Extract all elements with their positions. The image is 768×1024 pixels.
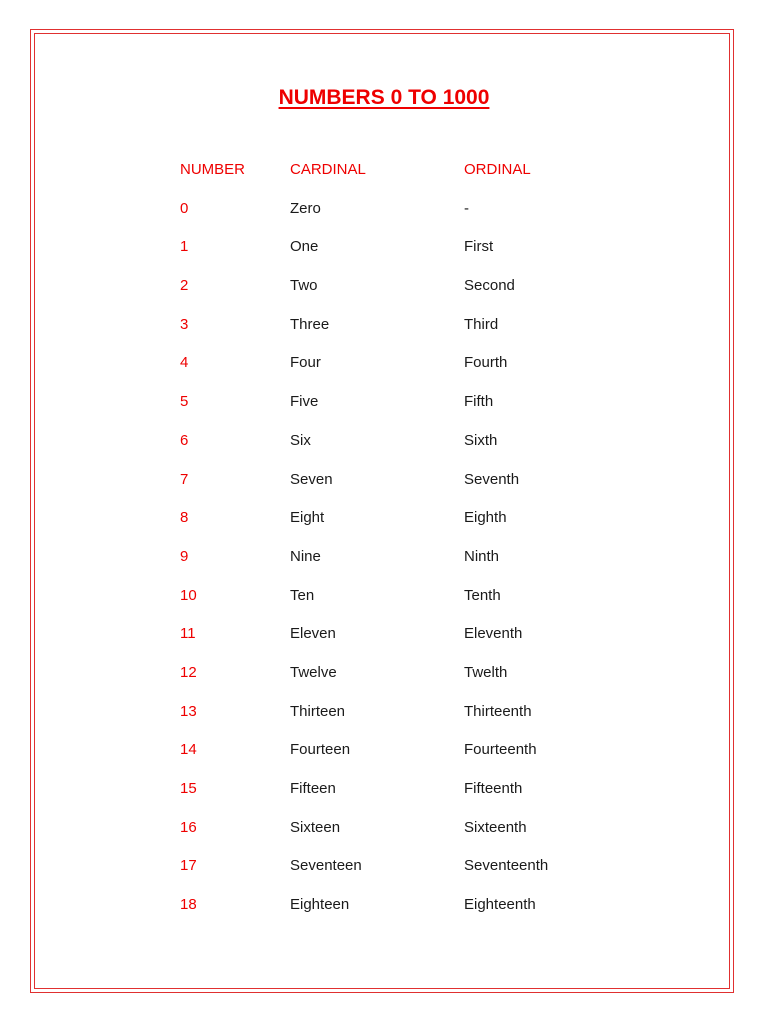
header-ordinal: ORDINAL xyxy=(464,161,531,178)
table-row xyxy=(180,353,620,392)
cardinal-cell: Eleven xyxy=(290,625,336,643)
ordinal-cell: Tenth xyxy=(464,586,501,604)
number-cell: 18 xyxy=(180,896,197,914)
cardinal-cell: Five xyxy=(290,393,319,411)
cardinal-cell: Three xyxy=(290,315,330,333)
number-cell: 3 xyxy=(180,315,189,333)
number-cell: 12 xyxy=(180,663,197,681)
number-cell: 13 xyxy=(180,702,197,720)
number-cell: 16 xyxy=(180,818,197,836)
ordinal-cell: Fourth xyxy=(464,354,508,372)
ordinal-cell: Fifth xyxy=(464,393,494,411)
number-cell: 9 xyxy=(180,547,189,565)
table-row xyxy=(180,895,620,934)
table-row xyxy=(180,624,620,663)
header-cardinal: CARDINAL xyxy=(290,161,366,178)
ordinal-cell: Twelth xyxy=(464,663,508,681)
ordinal-cell: Eighth xyxy=(464,509,507,527)
cardinal-cell: Fourteen xyxy=(290,741,351,759)
table-body xyxy=(180,199,620,934)
number-cell: 7 xyxy=(180,470,189,488)
ordinal-cell: - xyxy=(464,199,469,217)
ordinal-cell: Fourteenth xyxy=(464,741,537,759)
table-row xyxy=(180,818,620,857)
table-row xyxy=(180,586,620,625)
table-row xyxy=(180,237,620,276)
ordinal-cell: Sixth xyxy=(464,431,498,449)
number-cell: 8 xyxy=(180,509,189,527)
ordinal-cell: Seventeenth xyxy=(464,857,549,875)
number-cell: 14 xyxy=(180,741,197,759)
cardinal-cell: Sixteen xyxy=(290,818,341,836)
table-row xyxy=(180,856,620,895)
number-cell: 0 xyxy=(180,199,189,217)
cardinal-cell: Seventeen xyxy=(290,857,362,875)
cardinal-cell: Fifteen xyxy=(290,780,336,797)
cardinal-cell: Six xyxy=(290,431,311,449)
cardinal-cell: Four xyxy=(290,354,321,372)
table-row xyxy=(180,702,620,741)
number-cell: 10 xyxy=(180,586,197,604)
table-row xyxy=(180,740,620,779)
cardinal-cell: Eighteen xyxy=(290,896,350,914)
cardinal-cell: One xyxy=(290,238,319,256)
cardinal-cell: Twelve xyxy=(290,663,337,681)
ordinal-cell: Eighteenth xyxy=(464,896,536,914)
number-cell: 6 xyxy=(180,431,189,449)
cardinal-cell: Nine xyxy=(290,547,321,565)
ordinal-cell: Third xyxy=(464,315,499,333)
page-title: NUMBERS 0 TO 1000 xyxy=(278,86,490,109)
numbers-table xyxy=(180,160,620,934)
table-row xyxy=(180,199,620,238)
table-row xyxy=(180,315,620,354)
ordinal-cell: Fifteenth xyxy=(464,780,523,797)
number-cell: 2 xyxy=(180,277,189,295)
header-number: NUMBER xyxy=(180,161,246,178)
number-cell: 1 xyxy=(180,238,189,256)
table-row xyxy=(180,276,620,315)
number-cell: 4 xyxy=(180,354,189,372)
table-header-row xyxy=(180,160,620,199)
cardinal-cell: Thirteen xyxy=(290,702,346,720)
number-cell: 11 xyxy=(180,625,196,643)
ordinal-cell: Ninth xyxy=(464,547,500,565)
cardinal-cell: Ten xyxy=(290,586,315,604)
ordinal-cell: Thirteenth xyxy=(464,702,532,720)
table-row xyxy=(180,663,620,702)
cardinal-cell: Two xyxy=(290,277,318,295)
number-cell: 5 xyxy=(180,393,189,411)
cardinal-cell: Zero xyxy=(290,199,321,217)
ordinal-cell: First xyxy=(464,238,494,256)
ordinal-cell: Sixteenth xyxy=(464,818,527,836)
table-row xyxy=(180,547,620,586)
ordinal-cell: Second xyxy=(464,277,515,295)
ordinal-cell: Seventh xyxy=(464,470,520,488)
table-row xyxy=(180,470,620,509)
table-row xyxy=(180,392,620,431)
table-row xyxy=(180,779,620,818)
number-cell: 17 xyxy=(180,857,197,875)
cardinal-cell: Seven xyxy=(290,470,333,488)
table-row xyxy=(180,508,620,547)
number-cell: 15 xyxy=(180,780,197,797)
ordinal-cell: Eleventh xyxy=(464,625,523,643)
table-row xyxy=(180,431,620,470)
cardinal-cell: Eight xyxy=(290,509,325,527)
